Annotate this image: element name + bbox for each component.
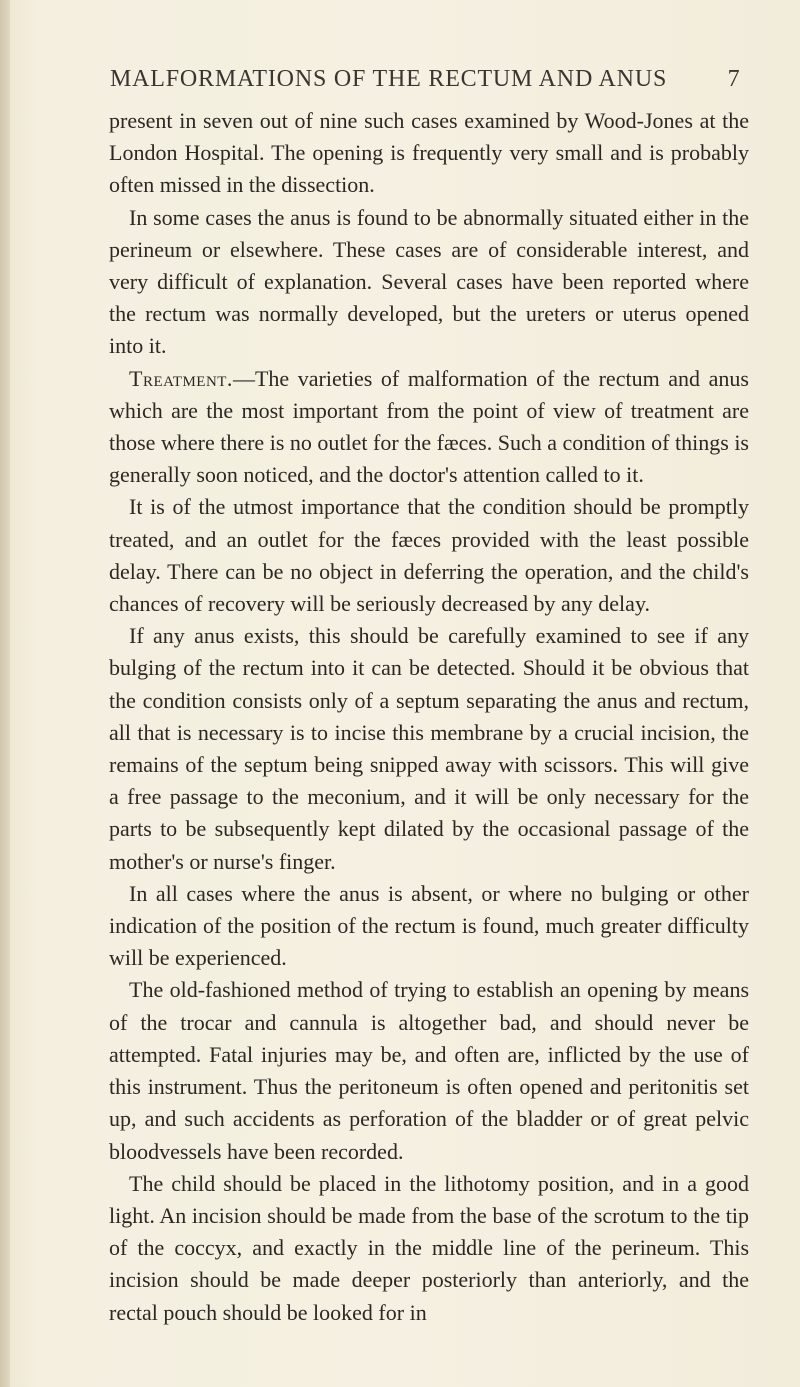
paragraph: [109, 620, 749, 878]
paragraph: [109, 974, 749, 1167]
section-lead: Treatment.: [129, 365, 233, 391]
paragraph-text: In some cases the anus is found to be abnormally situated either in the perineum or elsewhere. These cases are of considerable interest, and very difficult of explanation. Several cases have been reported where the rectum was normally developed, but the ureters or uterus opened into it.: [109, 204, 749, 359]
paragraph-text: In all cases where the anus is absent, or where no bulging or other indication of the position of the rectum is found, much greater difficulty will be experienced.: [109, 880, 749, 971]
paragraph: [109, 105, 749, 202]
running-head: [110, 66, 740, 93]
page-binding-edge: [0, 0, 10, 1387]
paragraph: [109, 878, 749, 975]
running-head-title: MALFORMATIONS OF THE RECTUM AND ANUS: [110, 66, 668, 92]
paragraph-text: —The varieties of malformation of the rectum and anus which are the most important from the point of view of treatment are those where there is no outlet for the fæces. Such a condition of things is generally soon noticed, and the doctor's attention called to it.: [109, 365, 749, 488]
paragraph: [109, 202, 749, 363]
paragraph-text: If any anus exists, this should be carefully examined to see if any bulging of the rectum into it can be detected. Should it be obvious that the condition consists only of a septum separating the anus and rectum, all that is necessary is to incise this membrane by a crucial incision, the remains of the septum being snipped away with scissors. This will give a free passage to the meconium, and it will be only necessary for the parts to be subsequently kept dilated by the occasional passage of the mother's or nurse's finger.: [109, 623, 749, 874]
body-text: [109, 105, 749, 1329]
paragraph-text: The child should be placed in the lithotomy position, and in a good light. An incision should be made from the base of the scrotum to the tip of the coccyx, and exactly in the middle line of the perineum. This incision should be made deeper posteriorly than anteriorly, and the rectal pouch should be looked for in: [109, 1170, 749, 1325]
paragraph: [109, 1168, 749, 1329]
paragraph: [109, 491, 749, 620]
paragraph-text: The old-fashioned method of trying to establish an opening by means of the trocar and cannula is altogether bad, and should never be attempted. Fatal injuries may be, and often are, inflicted by the use of this instrument. Thus the peritoneum is often opened and peritonitis set up, and such accidents as perforation of the bladder or of great pelvic bloodvessels have been recorded.: [109, 977, 749, 1164]
paragraph-text: It is of the utmost importance that the condition should be promptly treated, and an outlet for the fæces provided with the least possible delay. There can be no object in deferring the operation, and the child's chances of recovery will be seriously decreased by any delay.: [109, 494, 749, 617]
paragraph: [109, 363, 749, 492]
paragraph-text: present in seven out of nine such cases examined by Wood-Jones at the London Hospital. The opening is frequently very small and is probably often missed in the dissection.: [109, 108, 749, 198]
page-number: 7: [727, 66, 740, 92]
